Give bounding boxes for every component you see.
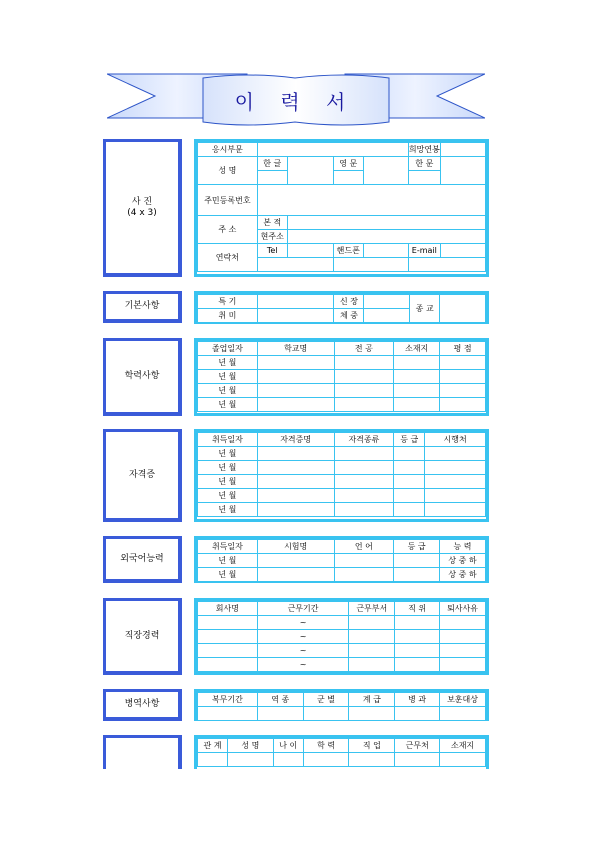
language-ability[interactable]: 상 중 하 [440,568,486,582]
language-header-grade: 등 급 [394,540,440,554]
certificate-header-type: 자격종류 [334,433,394,447]
height-label: 신 장 [334,295,364,309]
education-gpa[interactable] [440,356,486,370]
career-period[interactable]: ~ [257,644,349,658]
family-header-workplace: 근무처 [395,739,440,753]
military-veteran[interactable] [440,707,486,721]
education-school[interactable] [257,384,334,398]
family-header-relation: 관 계 [198,739,228,753]
language-date[interactable]: 년 월 [198,554,258,568]
certificate-issuer[interactable] [425,503,486,517]
registered-label: 본 적 [257,216,287,230]
language-grade[interactable] [394,568,440,582]
military-type[interactable] [257,707,303,721]
family-row [198,753,486,767]
special-skill-label: 특 기 [198,295,258,309]
certificate-table [197,432,486,517]
photo-box[interactable] [103,139,182,277]
military-header-specialty: 병 과 [395,693,440,707]
certificate-type[interactable] [334,503,394,517]
hobby-label: 취 미 [198,309,258,323]
education-date[interactable]: 년 월 [198,384,258,398]
certificate-header-issuer: 시행처 [425,433,486,447]
personal-table [197,142,486,272]
career-header-period: 근무기간 [257,602,349,616]
language-header-test: 시험명 [257,540,334,554]
contact-sub-3[interactable] [408,258,485,272]
education-row [198,370,486,384]
career-row [198,644,486,658]
family-header-location: 소재지 [440,739,486,753]
education-major[interactable] [334,356,394,370]
certificate-grade[interactable] [394,503,425,517]
career-dept[interactable] [349,644,395,658]
family-name[interactable] [227,753,273,767]
career-label: 직장경력 [124,630,160,641]
education-school[interactable] [257,398,334,412]
education-location[interactable] [394,384,440,398]
certificate-name[interactable] [257,475,334,489]
family-table [197,738,486,767]
photo-size: (4 x 3) [127,207,157,218]
education-header-date: 졸업일자 [198,342,258,356]
mobile-label: 핸드폰 [333,244,363,258]
career-row [198,658,486,672]
education-location[interactable] [394,398,440,412]
career-company[interactable] [198,658,258,672]
language-date[interactable]: 년 월 [198,568,258,582]
education-location[interactable] [394,370,440,384]
language-grade[interactable] [394,554,440,568]
certificate-row [198,447,486,461]
document-title: 이 력 서 [234,90,356,114]
military-label: 병역사항 [124,699,160,709]
certificate-type[interactable] [334,447,394,461]
education-school[interactable] [257,370,334,384]
military-period[interactable] [198,707,258,721]
korean-value[interactable] [287,157,333,185]
career-reason[interactable] [440,644,486,658]
education-major[interactable] [334,398,394,412]
military-specialty[interactable] [395,707,440,721]
english-value[interactable] [363,157,408,185]
language-test[interactable] [257,554,334,568]
language-language[interactable] [334,554,394,568]
education-header-major: 전 공 [334,342,394,356]
registered-value[interactable] [287,216,485,230]
certificate-issuer[interactable] [425,475,486,489]
email-value[interactable] [440,244,485,258]
certificate-grade[interactable] [394,461,425,475]
education-header-school: 학교명 [257,342,334,356]
name-label: 성 명 [198,157,258,185]
family-header-education: 학 력 [303,739,349,753]
education-school[interactable] [257,356,334,370]
military-header-branch: 군 별 [303,693,349,707]
current-address-value[interactable] [287,230,485,244]
religion-label: 종 교 [410,295,440,323]
english-label: 영 문 [333,157,363,171]
career-position[interactable] [395,630,440,644]
career-period[interactable]: ~ [257,616,349,630]
certificate-date[interactable]: 년 월 [198,475,258,489]
certificate-date[interactable]: 년 월 [198,447,258,461]
apply-field-label: 응시부문 [198,143,258,157]
education-major[interactable] [334,384,394,398]
career-position[interactable] [395,644,440,658]
family-job[interactable] [349,753,395,767]
certificate-header-date: 취득일자 [198,433,258,447]
career-company[interactable] [198,630,258,644]
family-relation[interactable] [198,753,228,767]
contact-label: 연락처 [198,244,258,272]
certificate-issuer[interactable] [425,489,486,503]
basic-label-box [103,291,182,323]
mobile-value[interactable] [363,244,408,258]
military-header-rank: 계 급 [349,693,395,707]
certificate-name[interactable] [257,503,334,517]
hanja-sub[interactable] [408,171,440,185]
desired-salary-label: 희망연봉 [408,143,440,157]
career-header-dept: 근무부서 [349,602,395,616]
military-header-period: 복무기간 [198,693,258,707]
address-label: 주 소 [198,216,258,244]
apply-field-value[interactable] [257,143,408,157]
hanja-value[interactable] [440,157,485,185]
career-dept[interactable] [349,630,395,644]
contact-sub-2[interactable] [333,258,408,272]
certificate-row [198,503,486,517]
certificate-date[interactable]: 년 월 [198,489,258,503]
career-reason[interactable] [440,616,486,630]
career-header-company: 회사명 [198,602,258,616]
military-header-veteran: 보훈대상 [440,693,486,707]
religion-value[interactable] [440,295,486,323]
career-reason[interactable] [440,658,486,672]
certificate-date[interactable]: 년 월 [198,503,258,517]
career-row [198,616,486,630]
photo-label: 사 진 [131,196,153,207]
education-row [198,398,486,412]
education-header-gpa: 평 점 [440,342,486,356]
contact-sub-1[interactable] [257,258,333,272]
family-header-job: 직 업 [349,739,395,753]
certificate-grade[interactable] [394,475,425,489]
hanja-label: 한 문 [408,157,440,171]
language-header-language: 언 어 [334,540,394,554]
education-row [198,384,486,398]
tel-label: Tel [257,244,287,258]
education-header-location: 소재지 [394,342,440,356]
education-table [197,341,486,412]
family-header-age: 나 이 [273,739,303,753]
english-sub[interactable] [333,171,363,185]
korean-label: 한 글 [257,157,287,171]
military-header-type: 역 종 [257,693,303,707]
certificate-name[interactable] [257,447,334,461]
military-rank[interactable] [349,707,395,721]
career-dept[interactable] [349,616,395,630]
education-gpa[interactable] [440,384,486,398]
language-row [198,554,486,568]
education-major[interactable] [334,370,394,384]
education-date[interactable]: 년 월 [198,356,258,370]
career-header-position: 직 위 [395,602,440,616]
language-label: 외국어능력 [120,553,164,564]
family-label-box [103,735,182,769]
certificate-grade[interactable] [394,447,425,461]
certificate-row [198,489,486,503]
career-period[interactable]: ~ [257,630,349,644]
weight-label: 체 중 [334,309,364,323]
korean-sub[interactable] [257,171,287,185]
certificate-row [198,475,486,489]
career-row [198,630,486,644]
career-company[interactable] [198,644,258,658]
language-ability[interactable]: 상 중 하 [440,554,486,568]
hobby-value[interactable] [257,309,334,323]
certificate-header-grade: 등 급 [394,433,425,447]
education-location[interactable] [394,356,440,370]
education-gpa[interactable] [440,370,486,384]
education-date[interactable]: 년 월 [198,370,258,384]
education-date[interactable]: 년 월 [198,398,258,412]
family-location[interactable] [440,753,486,767]
language-row [198,568,486,582]
resident-no-label: 주민등록번호 [198,185,258,216]
language-table [197,539,486,582]
family-header-name: 성 명 [227,739,273,753]
career-table [197,601,486,672]
military-table [197,692,486,721]
language-language[interactable] [334,568,394,582]
tel-value[interactable] [287,244,333,258]
email-label: E-mail [408,244,440,258]
certificate-type[interactable] [334,475,394,489]
certificate-name[interactable] [257,489,334,503]
special-skill-value[interactable] [257,295,334,309]
language-label-box [103,536,182,583]
certificate-type[interactable] [334,461,394,475]
career-reason[interactable] [440,630,486,644]
military-label-box [103,689,182,721]
education-row [198,356,486,370]
education-gpa[interactable] [440,398,486,412]
family-workplace[interactable] [395,753,440,767]
desired-salary-value[interactable] [440,143,485,157]
education-label-box [103,338,182,416]
military-branch[interactable] [303,707,349,721]
career-dept[interactable] [349,658,395,672]
height-value[interactable] [364,295,410,309]
certificate-issuer[interactable] [425,447,486,461]
certificate-header-name: 자격증명 [257,433,334,447]
basic-table [197,294,486,323]
weight-value[interactable] [364,309,410,323]
certificate-type[interactable] [334,489,394,503]
career-label-box [103,598,182,675]
career-position[interactable] [395,616,440,630]
military-row [198,707,486,721]
certificate-name[interactable] [257,461,334,475]
certificate-row [198,461,486,475]
resident-no-value[interactable] [257,185,485,216]
career-period[interactable]: ~ [257,658,349,672]
family-age[interactable] [273,753,303,767]
family-education[interactable] [303,753,349,767]
basic-label: 기본사항 [124,301,160,311]
certificate-date[interactable]: 년 월 [198,461,258,475]
certificate-grade[interactable] [394,489,425,503]
education-label: 학력사항 [124,371,160,381]
career-company[interactable] [198,616,258,630]
current-address-label: 현주소 [257,230,287,244]
certificate-label-box [103,429,182,522]
certificate-issuer[interactable] [425,461,486,475]
career-position[interactable] [395,658,440,672]
language-test[interactable] [257,568,334,582]
language-header-ability: 능 력 [440,540,486,554]
certificate-label: 자격증 [128,469,156,480]
career-header-reason: 퇴사사유 [440,602,486,616]
language-header-date: 취득일자 [198,540,258,554]
